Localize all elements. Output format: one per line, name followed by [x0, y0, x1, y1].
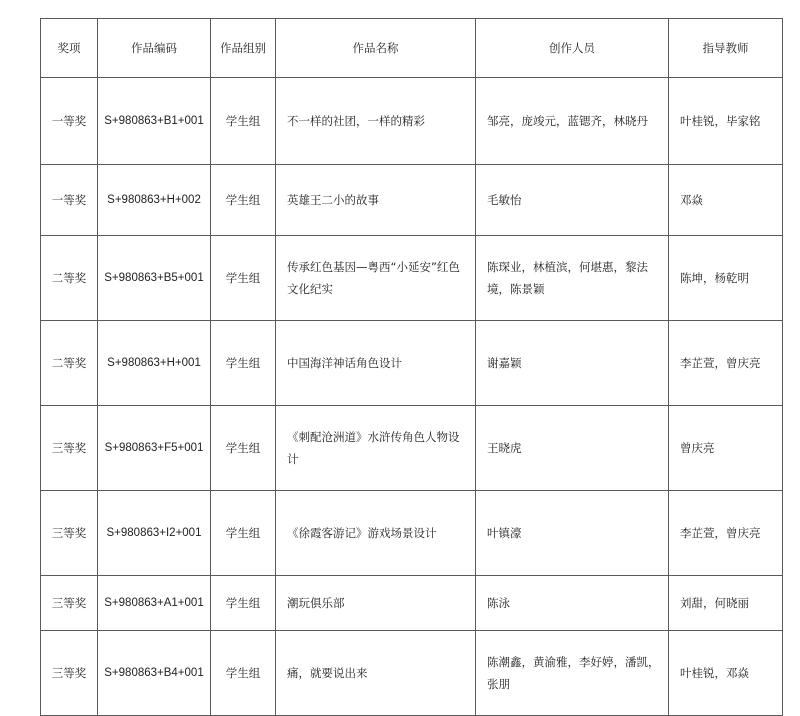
creators-cell: 王晓虎: [476, 406, 669, 491]
table-row: [41, 491, 783, 576]
teachers-cell: 陈坤，杨乾明: [669, 236, 783, 321]
creators-cell: 叶镇濠: [476, 491, 669, 576]
award-cell: 二等奖: [41, 321, 98, 406]
header-group: 作品组别: [211, 19, 276, 78]
creators-cell: 陈泳: [476, 576, 669, 631]
creators-cell: 陈潮鑫，黄渝雅，李好婷，潘凯，张朋: [476, 631, 669, 716]
teachers-cell: 曾庆亮: [669, 406, 783, 491]
table-row: [41, 631, 783, 716]
code-cell: S+980863+H+001: [98, 321, 211, 406]
title-cell: 不一样的社团，一样的精彩: [276, 78, 476, 165]
title-cell: 潮玩俱乐部: [276, 576, 476, 631]
header-creators: 创作人员: [476, 19, 669, 78]
award-cell: 三等奖: [41, 576, 98, 631]
code-cell: S+980863+I2+001: [98, 491, 211, 576]
award-cell: 一等奖: [41, 165, 98, 236]
teachers-cell: 李芷萱，曾庆亮: [669, 491, 783, 576]
code-cell: S+980863+A1+001: [98, 576, 211, 631]
creators-cell: 谢嘉颖: [476, 321, 669, 406]
table-row: [41, 236, 783, 321]
code-cell: S+980863+B5+001: [98, 236, 211, 321]
table-row: [41, 165, 783, 236]
table-row: [41, 576, 783, 631]
code-cell: S+980863+H+002: [98, 165, 211, 236]
award-cell: 三等奖: [41, 491, 98, 576]
award-cell: 三等奖: [41, 631, 98, 716]
title-cell: 《刺配沧洲道》水浒传角色人物设计: [276, 406, 476, 491]
award-cell: 一等奖: [41, 78, 98, 165]
code-cell: S+980863+B1+001: [98, 78, 211, 165]
table-row: [41, 406, 783, 491]
table-body: [41, 78, 783, 716]
code-cell: S+980863+F5+001: [98, 406, 211, 491]
group-cell: 学生组: [211, 491, 276, 576]
teachers-cell: 叶桂锐，毕家铭: [669, 78, 783, 165]
header-teachers: 指导教师: [669, 19, 783, 78]
group-cell: 学生组: [211, 406, 276, 491]
header-row: [41, 19, 783, 78]
group-cell: 学生组: [211, 165, 276, 236]
award-cell: 二等奖: [41, 236, 98, 321]
teachers-cell: 叶桂锐，邓焱: [669, 631, 783, 716]
group-cell: 学生组: [211, 236, 276, 321]
group-cell: 学生组: [211, 631, 276, 716]
title-cell: 传承红色基因—粤西“小延安”红色文化纪实: [276, 236, 476, 321]
title-cell: 英雄王二小的故事: [276, 165, 476, 236]
table-row: [41, 78, 783, 165]
title-cell: 中国海洋神话角色设计: [276, 321, 476, 406]
title-cell: 《徐霞客游记》游戏场景设计: [276, 491, 476, 576]
teachers-cell: 李芷萱，曾庆亮: [669, 321, 783, 406]
table-header: [41, 19, 783, 78]
group-cell: 学生组: [211, 321, 276, 406]
teachers-cell: 邓焱: [669, 165, 783, 236]
creators-cell: 毛敏怡: [476, 165, 669, 236]
group-cell: 学生组: [211, 576, 276, 631]
title-cell: 痛，就要说出来: [276, 631, 476, 716]
teachers-cell: 刘甜，何晓丽: [669, 576, 783, 631]
header-award: 奖项: [41, 19, 98, 78]
table-row: [41, 321, 783, 406]
header-title: 作品名称: [276, 19, 476, 78]
group-cell: 学生组: [211, 78, 276, 165]
header-code: 作品编码: [98, 19, 211, 78]
awards-table: [40, 18, 783, 716]
award-cell: 三等奖: [41, 406, 98, 491]
creators-cell: 陈琛业，林植滨，何堪惠，黎法境，陈景颖: [476, 236, 669, 321]
code-cell: S+980863+B4+001: [98, 631, 211, 716]
creators-cell: 邹亮，庞竣元，蓝锶齐，林晓丹: [476, 78, 669, 165]
